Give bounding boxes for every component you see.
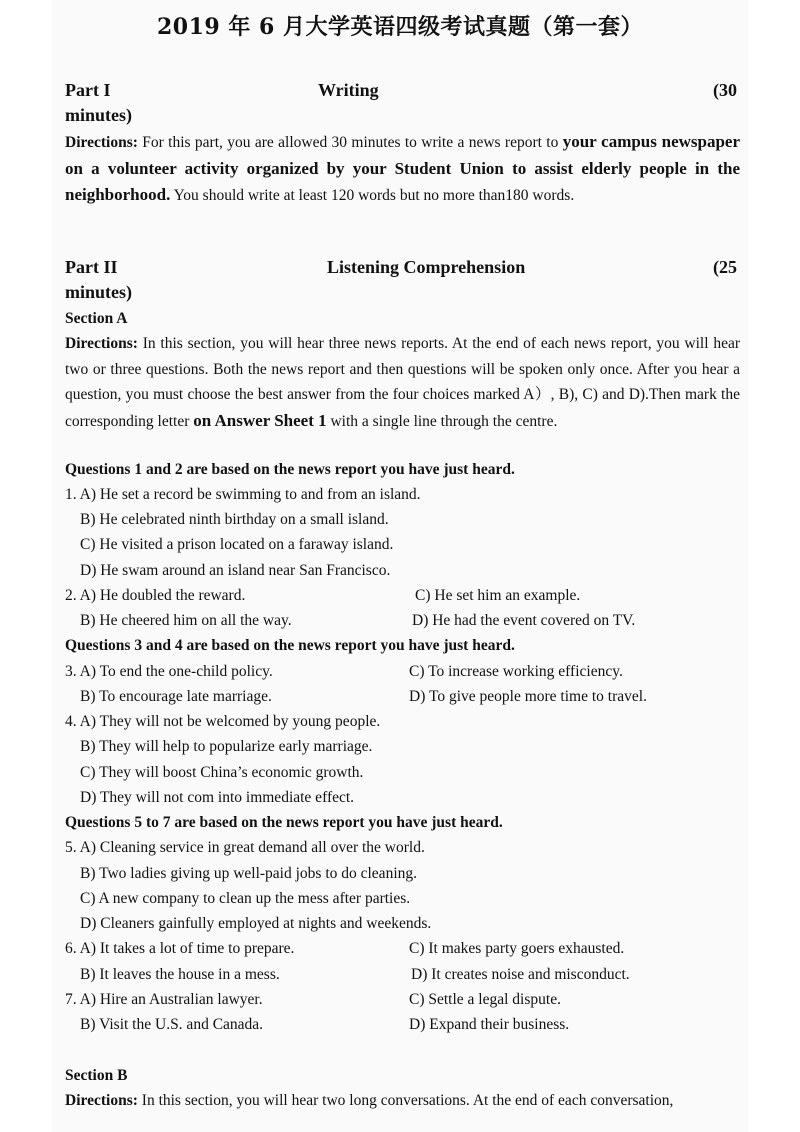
q2-row2 (65, 608, 740, 633)
q7-option-b: B) Visit the U.S. and Canada. (80, 1016, 264, 1033)
q1-option-a: 1. A) He set a record be swimming to and from an island. (65, 486, 421, 503)
part2-time: (25 (713, 257, 737, 277)
q4-option-c: C) They will boost China’s economic growth. (80, 764, 364, 781)
answer-sheet-ref: on Answer Sheet 1 (193, 410, 327, 430)
q5-option-b: B) Two ladies giving up well-paid jobs to do cleaning. (80, 865, 417, 882)
q7-option-d: D) Expand their business. (409, 1016, 570, 1033)
q5-7-heading: Questions 5 to 7 are based on the news report you have just heard. (65, 814, 503, 831)
part1-directions: Directions: For this part, you are allowed 30 minutes to write a news report to your campus newspaper on a volunteer activity organized by your Student Union to assist elderly people in the neighborhood. You should write at least 120 words but no more than180 words. (65, 132, 741, 204)
section-a-directions: Directions: In this section, you will hear three news reports. At the end of each news report, you will hear two or three questions. Both the news report and then questions will be spoken only once. After you hear a question, you must choose the best answer from the four choices marked A）, B), C) and D).Then mark the corresponding letter on Answer Sheet 1 with a single line through the centre. (65, 335, 741, 430)
writing-topic: your campus newspaper on a volunteer activity organized by your Student Union to assist elderly people in the neighborhood. (65, 132, 741, 204)
q4-option-b: B) They will help to popularize early marriage. (80, 738, 373, 755)
q1-option-c: C) He visited a prison located on a faraway island. (80, 536, 394, 553)
q2-option-b: B) He cheered him on all the way. (80, 612, 292, 629)
part2-header (65, 255, 740, 280)
q7-row1 (65, 987, 740, 1012)
q3-option-d: D) To give people more time to travel. (409, 688, 647, 705)
q3-option-b: B) To encourage late marriage. (80, 688, 272, 705)
section-b-heading: Section B (65, 1067, 128, 1084)
q1-option-b: B) He celebrated ninth birthday on a small island. (80, 511, 389, 528)
part1-header (65, 78, 740, 103)
q5-option-c: C) A new company to clean up the mess after parties. (80, 890, 411, 907)
part1-time-cont: minutes) (65, 105, 132, 125)
q3-4-heading: Questions 3 and 4 are based on the news report you have just heard. (65, 637, 515, 654)
q2-option-c: C) He set him an example. (415, 587, 581, 604)
part2-time-cont: minutes) (65, 282, 132, 302)
q2-row1 (65, 583, 740, 608)
q1-2-heading: Questions 1 and 2 are based on the news report you have just heard. (65, 461, 515, 478)
section-a-heading: Section A (65, 310, 128, 327)
q3-row2 (65, 684, 740, 709)
q3-row1 (65, 659, 740, 684)
q6-row1 (65, 936, 740, 961)
q7-option-a: 7. A) Hire an Australian lawyer. (65, 991, 263, 1008)
q3-option-c: C) To increase working efficiency. (409, 663, 623, 680)
part1-title: Writing (318, 80, 379, 100)
q5-option-a: 5. A) Cleaning service in great demand all over the world. (65, 839, 425, 856)
q2-option-d: D) He had the event covered on TV. (412, 612, 636, 629)
part1-number: Part I (65, 80, 111, 100)
part1-time: (30 (713, 80, 737, 100)
q4-option-d: D) They will not com into immediate effect. (80, 789, 355, 806)
q7-option-c: C) Settle a legal dispute. (409, 991, 561, 1008)
q5-option-d: D) Cleaners gainfully employed at nights and weekends. (80, 915, 432, 932)
q6-row2 (65, 962, 740, 987)
q1-option-d: D) He swam around an island near San Francisco. (80, 562, 391, 579)
q7-row2 (65, 1012, 740, 1037)
q6-option-d: D) It creates noise and misconduct. (411, 966, 630, 983)
q2-option-a: 2. A) He doubled the reward. (65, 587, 246, 604)
q4-option-a: 4. A) They will not be welcomed by young people. (65, 713, 381, 730)
part2-title: Listening Comprehension (327, 257, 526, 277)
q6-option-b: B) It leaves the house in a mess. (80, 966, 280, 983)
q3-option-a: 3. A) To end the one-child policy. (65, 663, 273, 680)
q6-option-c: C) It makes party goers exhausted. (409, 940, 625, 957)
q6-option-a: 6. A) It takes a lot of time to prepare. (65, 940, 295, 957)
part2-number: Part II (65, 257, 118, 277)
directions-label: Directions: (65, 1092, 138, 1109)
directions-label: Directions: (65, 134, 138, 151)
page-title: 2019 年 6 月大学英语四级考试真题（第一套） (156, 14, 644, 40)
directions-label: Directions: (65, 335, 138, 352)
section-b-directions: Directions: In this section, you will hear two long conversations. At the end of each conversation, (65, 1092, 674, 1109)
